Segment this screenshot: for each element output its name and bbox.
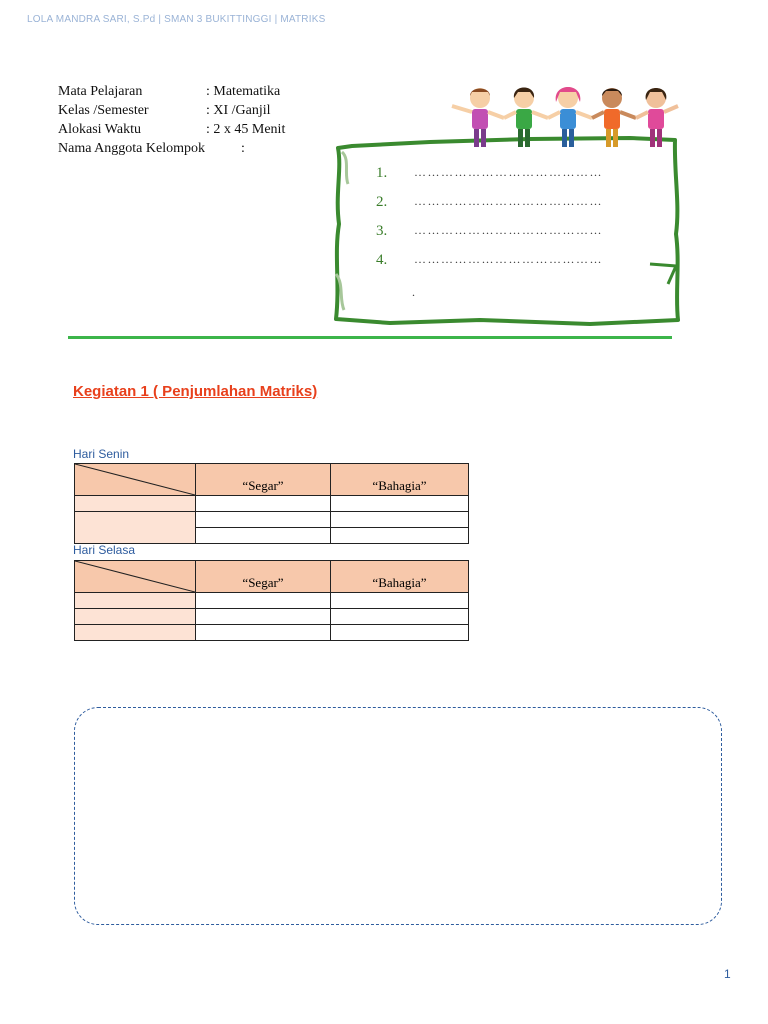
table-cell[interactable] <box>196 512 331 528</box>
member-blank: …………………………………… <box>414 223 603 237</box>
table-header-row <box>75 561 469 593</box>
member-blank: …………………………………… <box>414 165 603 179</box>
table-corner-cell <box>75 464 196 496</box>
member-number: 4. <box>376 252 388 268</box>
column-header-segar: “Segar” <box>196 561 331 593</box>
row-label-cell[interactable] <box>75 496 196 512</box>
table-cell[interactable] <box>196 625 331 641</box>
row-label-cell[interactable] <box>75 593 196 609</box>
info-value: : Matematika <box>206 84 281 99</box>
column-header-bahagia: “Bahagia” <box>331 464 469 496</box>
activity-title: Kegiatan 1 ( Penjumlahan Matriks) <box>73 383 318 400</box>
table-row <box>75 512 469 528</box>
section-divider <box>68 336 672 339</box>
table-cell[interactable] <box>196 609 331 625</box>
table-cell[interactable] <box>331 512 469 528</box>
table-header-row <box>75 464 469 496</box>
table-cell[interactable] <box>331 593 469 609</box>
info-label: Alokasi Waktu <box>58 122 141 137</box>
child-figure-2-icon <box>504 88 548 148</box>
child-figure-4-icon <box>592 88 636 147</box>
diagonal-line-icon <box>75 464 195 495</box>
children-illustration-icon <box>444 84 684 156</box>
info-label: Kelas /Semester <box>58 103 149 118</box>
member-extra-dot: . <box>412 285 415 299</box>
table-cell[interactable] <box>331 528 469 544</box>
table-cell[interactable] <box>331 625 469 641</box>
child-figure-1-icon <box>452 88 504 147</box>
info-value: : <box>241 141 245 156</box>
day-label-senin: Hari Senin <box>73 447 130 461</box>
table-row <box>75 496 469 512</box>
table-corner-cell <box>75 561 196 593</box>
column-header-bahagia: “Bahagia” <box>331 561 469 593</box>
table-row <box>75 593 469 609</box>
column-header-segar: “Segar” <box>196 464 331 496</box>
diagonal-line-icon <box>75 561 195 592</box>
table-cell[interactable] <box>196 496 331 512</box>
member-number: 1. <box>376 165 388 181</box>
info-label: Nama Anggota Kelompok <box>58 141 205 156</box>
table-row <box>75 625 469 641</box>
row-label-cell[interactable] <box>75 609 196 625</box>
page-header: LOLA MANDRA SARI, S.Pd | SMAN 3 BUKITTINGGI | MATRIKS <box>27 14 326 25</box>
member-blank: …………………………………… <box>414 252 603 266</box>
member-blank: …………………………………… <box>414 194 603 208</box>
table-selasa <box>74 560 469 641</box>
table-cell[interactable] <box>331 609 469 625</box>
info-value: : XI /Ganjil <box>206 103 271 118</box>
row-label-cell[interactable] <box>75 625 196 641</box>
page-number: 1 <box>724 967 731 981</box>
child-figure-3-icon <box>548 87 592 147</box>
info-value: : 2 x 45 Menit <box>206 122 286 137</box>
answer-box[interactable] <box>74 707 722 925</box>
table-senin <box>74 463 469 544</box>
child-figure-5-icon <box>636 88 678 147</box>
info-label: Mata Pelajaran <box>58 84 143 99</box>
table-row <box>75 609 469 625</box>
table-cell[interactable] <box>196 528 331 544</box>
member-number: 2. <box>376 194 388 210</box>
member-number: 3. <box>376 223 388 239</box>
table-cell[interactable] <box>196 593 331 609</box>
day-label-selasa: Hari Selasa <box>73 543 136 557</box>
table-cell[interactable] <box>331 496 469 512</box>
row-label-cell[interactable] <box>75 512 196 544</box>
